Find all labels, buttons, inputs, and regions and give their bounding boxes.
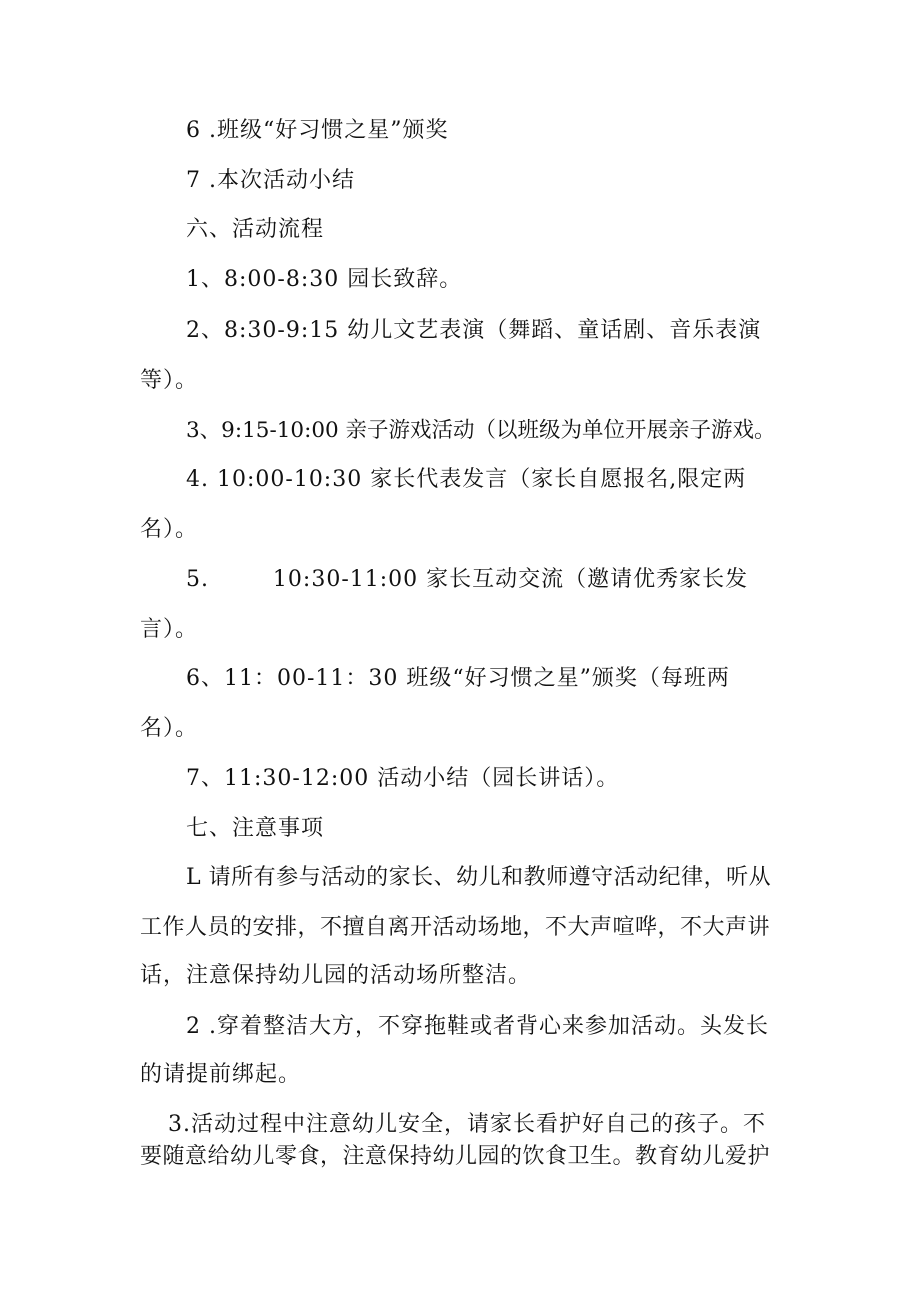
section-heading-activity-flow: 六、活动流程 xyxy=(186,217,325,242)
note-1-line-2: 工作人员的安排，不擅自离开活动场地，不大声喧哗，不大声讲 xyxy=(140,915,771,940)
flow-item-5: 5. 10:30-11:00 家长互动交流（邀请优秀家长发 xyxy=(186,567,749,592)
flow-item-3: 3、9:15-10:00 亲子游戏活动（以班级为单位开展亲子游戏。 xyxy=(186,418,776,443)
flow-item-7: 7、11:30-12:00 活动小结（园长讲话）。 xyxy=(186,766,620,791)
note-1-line-1: L 请所有参与活动的家长、幼儿和教师遵守活动纪律，听从 xyxy=(186,865,772,890)
flow-item-2: 2、8:30-9:15 幼儿文艺表演（舞蹈、童话剧、音乐表演 xyxy=(186,318,762,343)
list-item-6-award: 6 .班级“好习惯之星”颁奖 xyxy=(186,118,449,143)
note-1-line-3: 话，注意保持幼儿园的活动场所整洁。 xyxy=(140,963,532,988)
flow-item-4: 4. 10:00-10:30 家长代表发言（家长自愿报名,限定两 xyxy=(186,467,747,492)
section-heading-notes: 七、注意事项 xyxy=(186,816,325,841)
flow-item-6-continued: 名）。 xyxy=(140,716,199,741)
list-item-7-summary: 7 .本次活动小结 xyxy=(186,168,355,193)
note-2-line-2: 的请提前绑起。 xyxy=(140,1062,302,1087)
note-3-line-2: 要随意给幼儿零食，注意保持幼儿园的饮食卫生。教育幼儿爱护 xyxy=(140,1144,771,1169)
flow-item-2-continued: 等）。 xyxy=(140,368,199,393)
flow-item-5-continued: 言）。 xyxy=(140,617,199,642)
flow-item-4-continued: 名）。 xyxy=(140,517,199,542)
note-2-line-1: 2 .穿着整洁大方，不穿拖鞋或者背心来参加活动。头发长 xyxy=(186,1014,769,1039)
note-3-line-1: 3.活动过程中注意幼儿安全，请家长看护好自己的孩子。不 xyxy=(168,1112,766,1137)
flow-item-6: 6、11：00-11：30 班级“好习惯之星”颁奖（每班两 xyxy=(186,666,730,691)
flow-item-1: 1、8:00-8:30 园长致辞。 xyxy=(186,267,463,292)
